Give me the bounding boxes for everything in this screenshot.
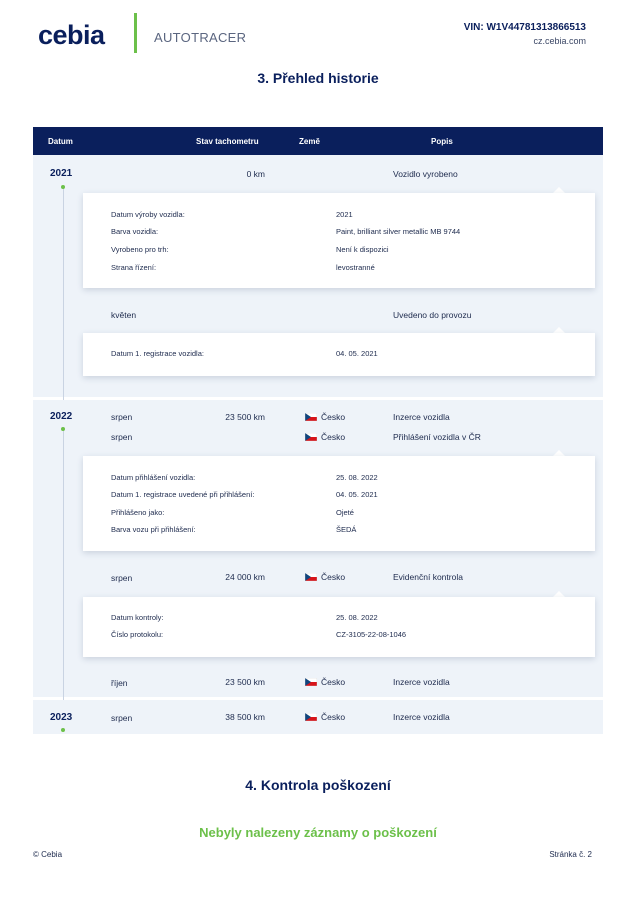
footer-copyright: © Cebia bbox=[33, 850, 63, 859]
detail-card bbox=[83, 456, 595, 551]
detail-label: Barva vozu při přihlášení: bbox=[111, 525, 196, 534]
czech-flag-icon bbox=[305, 413, 317, 421]
detail-label: Datum přihlášení vozidla: bbox=[111, 473, 196, 482]
detail-label: Přihlášeno jako: bbox=[111, 508, 165, 517]
event-description: Inzerce vozidla bbox=[393, 677, 450, 687]
year-label: 2021 bbox=[50, 168, 73, 179]
detail-label: Datum 1. registrace vozidla: bbox=[111, 349, 204, 358]
detail-card bbox=[83, 597, 595, 657]
timeline-dot bbox=[61, 185, 65, 189]
year-label: 2023 bbox=[50, 712, 73, 723]
year-label: 2022 bbox=[50, 411, 73, 422]
header-description: Popis bbox=[431, 137, 453, 146]
detail-value: Paint, brilliant silver metallic MB 9744 bbox=[336, 227, 461, 236]
month-label: srpen bbox=[111, 713, 133, 723]
section-4-title: 4. Kontrola poškození bbox=[245, 777, 391, 793]
header-odometer: Stav tachometru bbox=[196, 137, 259, 146]
cebia-logo: cebia bbox=[38, 20, 105, 50]
detail-value: 04. 05. 2021 bbox=[336, 349, 378, 358]
timeline-dot bbox=[61, 427, 65, 431]
country-cell bbox=[305, 712, 345, 722]
country-name: Česko bbox=[321, 412, 346, 422]
month-label: říjen bbox=[111, 678, 128, 688]
event-description: Uvedeno do provozu bbox=[393, 310, 472, 320]
month-label: srpen bbox=[111, 432, 133, 442]
odometer-value: 23 500 km bbox=[225, 677, 265, 687]
odometer-value: 0 km bbox=[246, 169, 265, 179]
detail-card bbox=[83, 333, 595, 376]
detail-label: Strana řízení: bbox=[111, 263, 157, 272]
czech-flag-icon bbox=[305, 713, 317, 721]
country-name: Česko bbox=[321, 572, 346, 582]
website-link[interactable]: cz.cebia.com bbox=[533, 36, 586, 46]
month-label: květen bbox=[111, 310, 137, 320]
logo-divider bbox=[134, 13, 137, 53]
country-name: Česko bbox=[321, 432, 346, 442]
czech-flag-icon bbox=[305, 433, 317, 441]
header-country: Země bbox=[299, 137, 320, 146]
detail-label: Datum 1. registrace uvedené při přihlášení: bbox=[111, 490, 255, 499]
country-cell bbox=[305, 572, 345, 582]
detail-value: ŠEDÁ bbox=[336, 525, 357, 534]
detail-value: Ojeté bbox=[336, 508, 354, 517]
timeline-dot bbox=[61, 728, 65, 732]
odometer-value: 23 500 km bbox=[225, 412, 265, 422]
product-name: AUTOTRACER bbox=[154, 30, 247, 45]
detail-label: Barva vozidla: bbox=[111, 227, 159, 236]
czech-flag-icon bbox=[305, 678, 317, 686]
detail-value: CZ-3105-22-08-1046 bbox=[336, 630, 407, 639]
vin-number: VIN: W1V44781313866513 bbox=[463, 22, 586, 33]
timeline-line bbox=[63, 430, 64, 700]
detail-value: 25. 08. 2022 bbox=[336, 473, 378, 482]
country-cell bbox=[305, 432, 345, 442]
month-label: srpen bbox=[111, 412, 133, 422]
country-name: Česko bbox=[321, 712, 346, 722]
detail-value: 2021 bbox=[336, 210, 353, 219]
country-cell bbox=[305, 412, 345, 422]
month-label: srpen bbox=[111, 573, 133, 583]
country-name: Česko bbox=[321, 677, 346, 687]
section-3-title: 3. Přehled historie bbox=[257, 70, 379, 86]
detail-label: Datum výroby vozidla: bbox=[111, 210, 185, 219]
detail-label: Vyrobeno pro trh: bbox=[111, 245, 169, 254]
event-description: Přihlášení vozidla v ČR bbox=[393, 432, 481, 442]
header-date: Datum bbox=[48, 137, 73, 146]
detail-label: Číslo protokolu: bbox=[111, 630, 164, 639]
event-description: Inzerce vozidla bbox=[393, 412, 450, 422]
no-damage-message: Nebyly nalezeny záznamy o poškození bbox=[199, 825, 437, 840]
detail-value: Není k dispozici bbox=[336, 245, 389, 254]
event-description: Inzerce vozidla bbox=[393, 712, 450, 722]
czech-flag-icon bbox=[305, 573, 317, 581]
detail-value: levostranné bbox=[336, 263, 375, 272]
odometer-value: 38 500 km bbox=[225, 712, 265, 722]
odometer-value: 24 000 km bbox=[225, 572, 265, 582]
event-description: Vozidlo vyrobeno bbox=[393, 169, 458, 179]
detail-card bbox=[83, 193, 595, 288]
page-number: Stránka č. 2 bbox=[549, 850, 592, 859]
country-cell bbox=[305, 677, 345, 687]
timeline-line bbox=[63, 188, 64, 400]
detail-value: 04. 05. 2021 bbox=[336, 490, 378, 499]
table-header bbox=[33, 127, 603, 155]
event-description: Evidenční kontrola bbox=[393, 572, 463, 582]
detail-value: 25. 08. 2022 bbox=[336, 613, 378, 622]
detail-label: Datum kontroly: bbox=[111, 613, 164, 622]
